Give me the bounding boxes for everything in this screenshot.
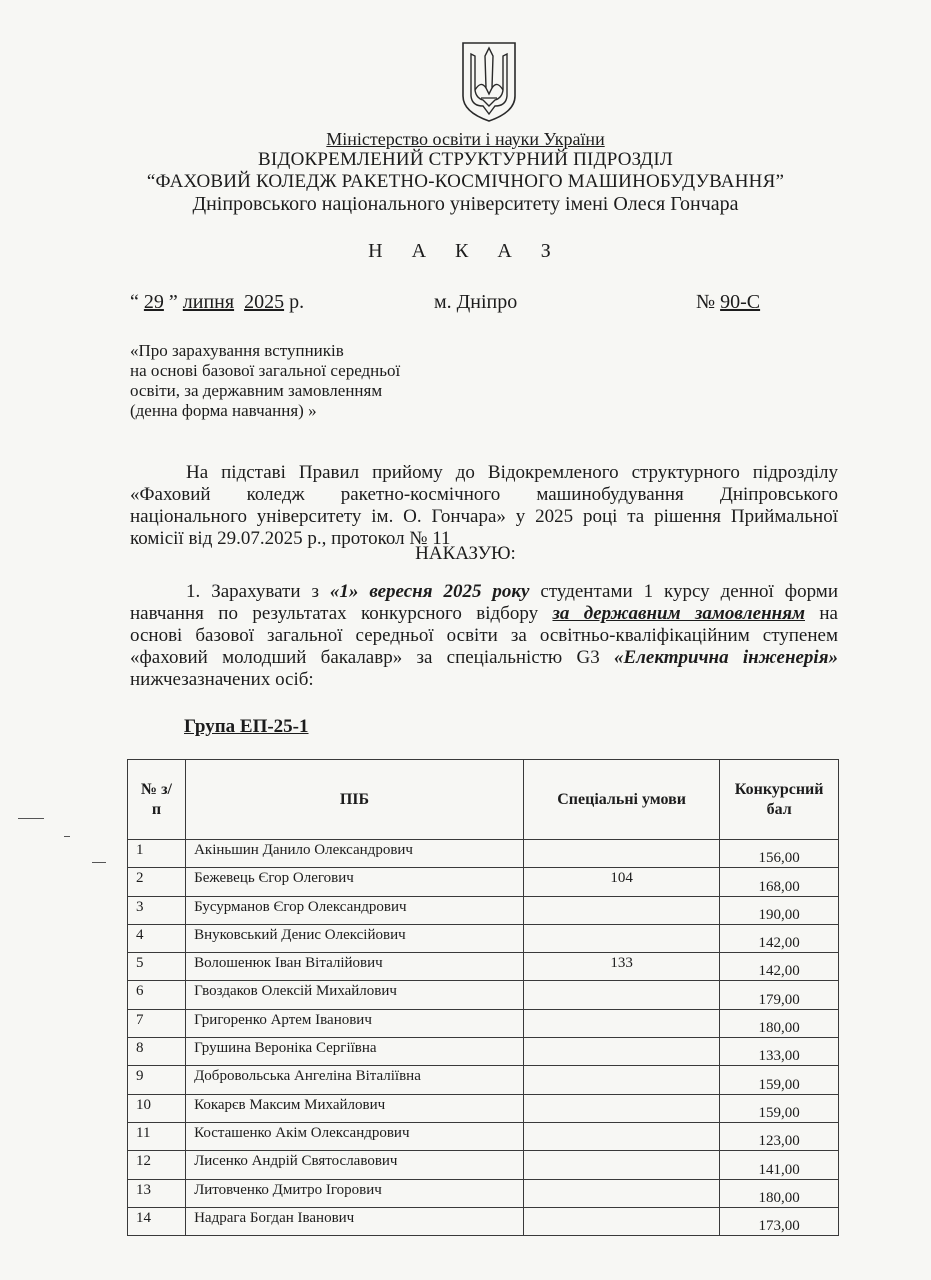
ministry-line: Міністерство освіти і науки України [326,129,605,149]
order-number: № 90-С [696,291,761,313]
order-word: НАКАЗУЮ: [415,543,516,564]
score: 159,00 [720,1094,839,1122]
table-row [128,1179,839,1207]
score: 179,00 [720,981,839,1009]
score: 142,00 [720,924,839,952]
row-number: 14 [128,1207,186,1235]
document-title: Н А К А З [368,240,563,262]
special-conditions [523,896,719,924]
group-title: Група ЕП-25-1 [184,716,309,737]
row-number: 13 [128,1179,186,1207]
clause-1: 1. Зарахувати з «1» вересня 2025 року студентами 1 курсу денної форми навчання по результатах конкурсного відбору за державним замовленням на основі базової загальної середньої освіти за освітньо-кваліфікаційним ступенем «фаховий молодший бакалавр» за спеціальністю G3 «Електрична інженерія» нижчезазначених осіб: [130,581,838,690]
special-conditions [523,1151,719,1179]
table-row [128,1094,839,1122]
row-number: 9 [128,1066,186,1094]
table-row [128,1207,839,1235]
student-name: Григоренко Артем Іванович [186,1009,524,1037]
row-number: 8 [128,1038,186,1066]
student-name: Внуковський Денис Олексійович [186,924,524,952]
row-number: 4 [128,924,186,952]
score: 156,00 [720,840,839,868]
score: 141,00 [720,1151,839,1179]
score: 133,00 [720,1038,839,1066]
special-conditions [523,840,719,868]
student-name: Добровольська Ангеліна Віталіївна [186,1066,524,1094]
student-name: Акіньшин Данило Олександрович [186,840,524,868]
order-city: м. Дніпро [434,291,518,313]
student-name: Косташенко Акім Олександрович [186,1122,524,1150]
score: 180,00 [720,1179,839,1207]
special-conditions [523,1094,719,1122]
scan-speck [64,836,70,837]
special-conditions [523,1207,719,1235]
preamble: На підставі Правил прийому до Відокремленого структурного підрозділу «Фаховий коледж ракетно-космічного машинобудування Дніпровського національного університету ім. О. Гончара» у 2025 році та рішення Приймальної комісії від 29.07.2025 р., протокол № 11 [130,462,838,549]
header-name: ПІБ [186,760,524,840]
student-name: Надрага Богдан Іванович [186,1207,524,1235]
enrollment-table [127,759,839,1236]
table-row [128,840,839,868]
header-special: Спеціальні умови [523,760,719,840]
special-conditions [523,1038,719,1066]
score: 159,00 [720,1066,839,1094]
special-conditions [523,1179,719,1207]
special-conditions [523,1009,719,1037]
row-number: 3 [128,896,186,924]
student-name: Бежевець Єгор Олегович [186,868,524,896]
table-row [128,1009,839,1037]
row-number: 7 [128,1009,186,1037]
score: 180,00 [720,1009,839,1037]
special-conditions [523,1066,719,1094]
order-month: липня [182,291,235,313]
order-subject: «Про зарахування вступників на основі базової загальної середньої освіти, за державним замовленням (денна форма навчання) » [130,341,401,420]
table-header-row [128,760,839,840]
student-name: Литовченко Дмитро Ігорович [186,1179,524,1207]
header-score: Конкурсний бал [720,760,839,840]
university-line: Дніпровського національного університету імені Олеся Гончара [192,193,739,215]
table-row [128,896,839,924]
scan-speck [92,862,106,863]
row-number: 1 [128,840,186,868]
student-name: Гвоздаков Олексій Михайлович [186,981,524,1009]
college-line: “ФАХОВИЙ КОЛЕДЖ РАКЕТНО-КОСМІЧНОГО МАШИНОБУДУВАННЯ” [146,171,785,192]
special-conditions: 104 [523,868,719,896]
special-conditions [523,924,719,952]
special-conditions: 133 [523,953,719,981]
student-name: Бусурманов Єгор Олександрович [186,896,524,924]
row-number: 10 [128,1094,186,1122]
score: 123,00 [720,1122,839,1150]
division-line: ВІДОКРЕМЛЕНИЙ СТРУКТУРНИЙ ПІДРОЗДІЛ [258,149,673,170]
scan-speck [18,818,44,819]
table-row [128,953,839,981]
table-row [128,981,839,1009]
table-row [128,1066,839,1094]
table-row [128,924,839,952]
order-date: “ 29 ” липня 2025 р. [130,291,305,313]
score: 142,00 [720,953,839,981]
special-conditions [523,981,719,1009]
row-number: 6 [128,981,186,1009]
student-name: Кокарєв Максим Михайлович [186,1094,524,1122]
student-name: Волошенюк Іван Віталійович [186,953,524,981]
score: 190,00 [720,896,839,924]
trident-emblem-icon [459,40,519,124]
row-number: 2 [128,868,186,896]
row-number: 11 [128,1122,186,1150]
order-year: 2025 [244,291,285,313]
header-num: № з/п [128,760,186,840]
table-row [128,1122,839,1150]
order-day: 29 [143,291,164,313]
score: 168,00 [720,868,839,896]
special-conditions [523,1122,719,1150]
student-name: Лисенко Андрій Святославович [186,1151,524,1179]
row-number: 12 [128,1151,186,1179]
score: 173,00 [720,1207,839,1235]
table-row [128,1038,839,1066]
table-row [128,868,839,896]
row-number: 5 [128,953,186,981]
student-name: Грушина Вероніка Сергіївна [186,1038,524,1066]
table-row [128,1151,839,1179]
